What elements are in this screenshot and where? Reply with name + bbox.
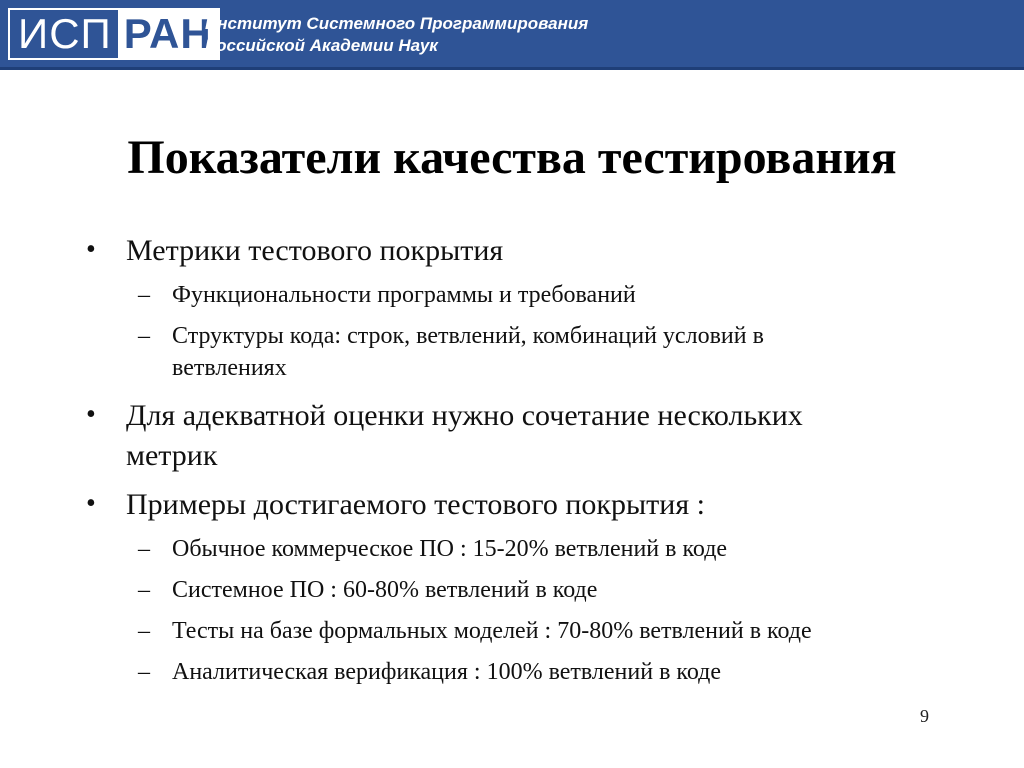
dash-marker: –	[138, 282, 150, 308]
institute-line-1: Институт Системного Программирования	[205, 14, 589, 33]
bullet-text-2-cont: метрик	[126, 439, 218, 472]
dash-marker: –	[138, 577, 150, 603]
dash-marker: –	[138, 618, 150, 644]
institute-line-2: Российской Академии Наук	[205, 36, 438, 55]
bullet-marker: •	[86, 234, 96, 265]
bullet-marker: •	[86, 399, 96, 430]
sub-item-1-1: Функциональности программы и требований	[172, 282, 636, 308]
sub-item-3-2: Системное ПО : 60-80% ветвлений в коде	[172, 577, 598, 603]
dash-marker: –	[138, 536, 150, 562]
bullet-text-3: Примеры достигаемого тестового покрытия :	[126, 488, 705, 521]
ispras-logo	[8, 8, 220, 60]
sub-item-3-3: Тесты на базе формальных моделей : 70-80% ветвлений в коде	[172, 618, 812, 644]
bullet-marker: •	[86, 488, 96, 519]
sub-item-3-1: Обычное коммерческое ПО : 15-20% ветвлений в коде	[172, 536, 728, 562]
institute-name	[205, 13, 588, 57]
dash-marker: –	[138, 323, 150, 349]
sub-item-1-2-cont: ветвлениях	[172, 355, 287, 381]
page-number: 9	[920, 706, 929, 726]
logo-text-ran: РАН	[118, 10, 218, 58]
bullet-text-1: Метрики тестового покрытия	[126, 234, 504, 267]
header-bar	[0, 0, 1024, 70]
dash-marker: –	[138, 659, 150, 685]
logo-text-isp: ИСП	[10, 10, 118, 58]
sub-item-3-4: Аналитическая верификация : 100% ветвлений в коде	[172, 659, 722, 685]
sub-item-1-2: Структуры кода: строк, ветвлений, комбинаций условий в	[172, 323, 764, 349]
slide-title: Показатели качества тестирования	[127, 131, 897, 184]
bullet-text-2: Для адекватной оценки нужно сочетание нескольких	[126, 399, 803, 432]
